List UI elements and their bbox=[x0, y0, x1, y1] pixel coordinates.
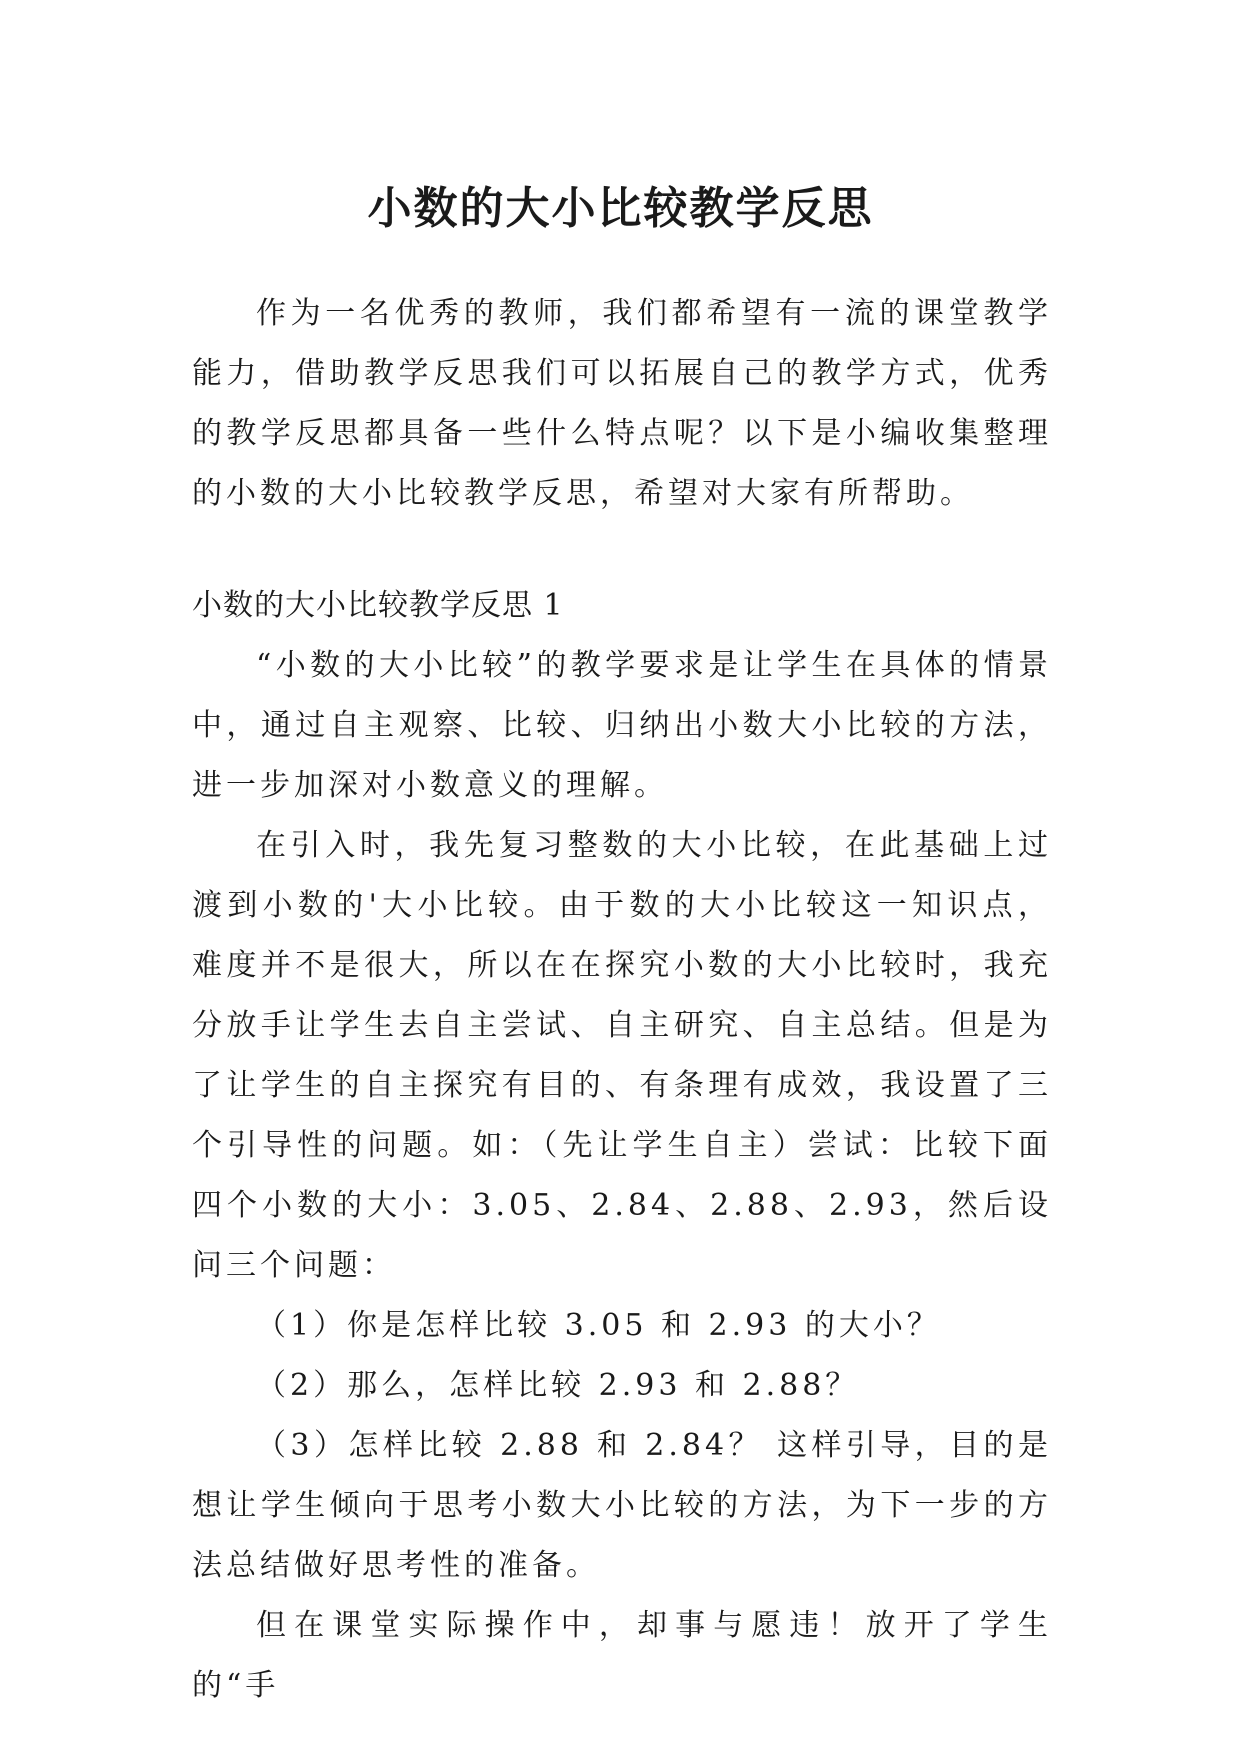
intro-paragraph: 作为一名优秀的教师，我们都希望有一流的课堂教学能力，借助教学反思我们可以拓展自己的教学方式，优秀的教学反思都具备一些什么特点呢？以下是小编收集整理的小数的大小比较教学反思，希望对大家有所帮助。 bbox=[192, 296, 1052, 511]
body-paragraph: “小数的大小比较”的教学要求是让学生在具体的情景中，通过自主观察、比较、归纳出小数大小比较的方法，进一步加深对小数意义的理解。 bbox=[192, 648, 1052, 803]
intro-block bbox=[192, 284, 1052, 524]
question-item: （3）怎样比较 2.88 和 2.84？ 这样引导，目的是想让学生倾向于思考小数大小比较的方法，为下一步的方法总结做好思考性的准备。 bbox=[192, 1428, 1052, 1583]
body-paragraph: 但在课堂实际操作中，却事与愿违！放开了学生的“手 bbox=[192, 1608, 1052, 1703]
document-title: 小数的大小比较教学反思 bbox=[367, 183, 874, 235]
question-item: （1）你是怎样比较 3.05 和 2.93 的大小？ bbox=[256, 1308, 941, 1343]
section-heading: 小数的大小比较教学反思 1 bbox=[192, 588, 564, 623]
question-item: （2）那么，怎样比较 2.93 和 2.88？ bbox=[256, 1368, 860, 1403]
section-block bbox=[192, 576, 1052, 1716]
body-paragraph: 在引入时，我先复习整数的大小比较，在此基础上过渡到小数的'大小比较。由于数的大小比较这一知识点，难度并不是很大，所以在在探究小数的大小比较时，我充分放手让学生去自主尝试、自主研究、自主总结。但是为了让学生的自主探究有目的、有条理有成效，我设置了三个引导性的问题。如：（先让学生自主）尝试：比较下面四个小数的大小：3.05、2.84、2.88、2.93，然后设问三个问题： bbox=[192, 828, 1052, 1283]
